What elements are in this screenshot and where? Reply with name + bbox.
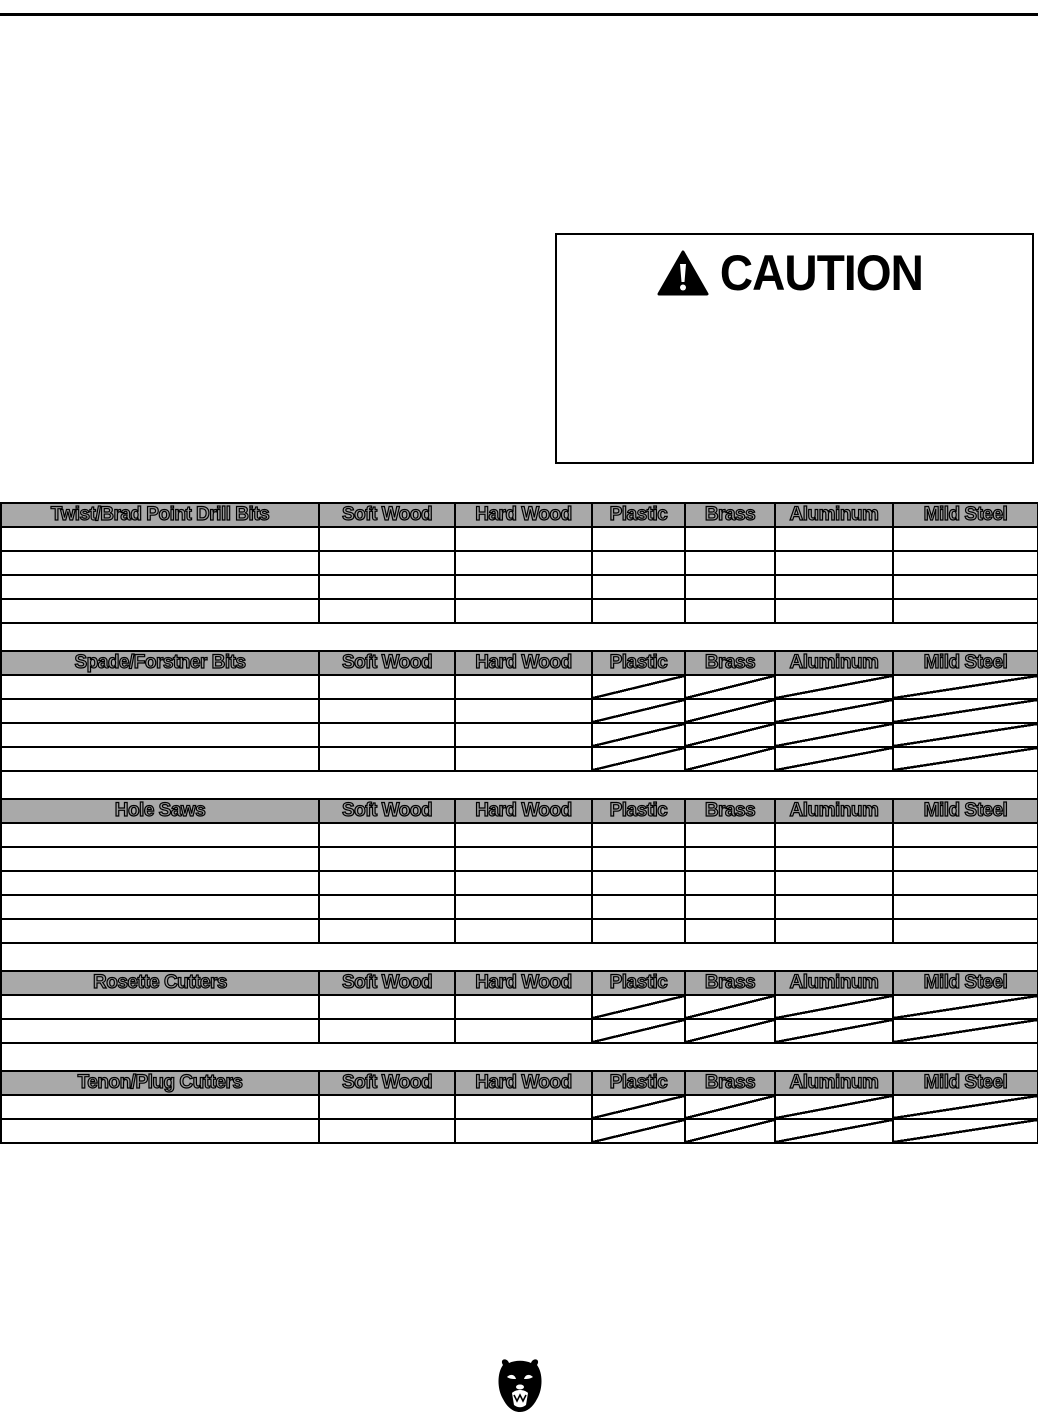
bit-size-cell [1,599,319,623]
not-applicable-cell [775,747,893,771]
section-header-row [1,971,1038,995]
table-row [1,575,1038,599]
column-header: Mild Steel [893,1071,1038,1095]
column-header: Brass [685,971,775,995]
table-row [1,1095,1038,1119]
section-spacer-row [1,623,1038,651]
bit-size-cell [1,1095,319,1119]
speed-cell [592,823,685,847]
not-applicable-cell [893,699,1038,723]
not-applicable-cell [685,699,775,723]
section-title: Hole Saws [1,799,319,823]
column-header: Hard Wood [455,799,592,823]
speed-cell [685,847,775,871]
caution-title: CAUTION [719,245,924,301]
column-header: Hard Wood [455,1071,592,1095]
column-header: Brass [685,1071,775,1095]
table-row [1,823,1038,847]
not-applicable-cell [775,995,893,1019]
speed-cell [893,895,1038,919]
table-row [1,1019,1038,1043]
table-row [1,699,1038,723]
speed-cell [455,747,592,771]
table-row [1,995,1038,1019]
column-header: Hard Wood [455,971,592,995]
column-header: Mild Steel [893,503,1038,527]
speed-cell [455,871,592,895]
speed-cell [592,575,685,599]
not-applicable-cell [592,1095,685,1119]
speed-cell [455,919,592,943]
table-row [1,675,1038,699]
speed-cell [893,599,1038,623]
speed-cell [319,995,455,1019]
bit-size-cell [1,847,319,871]
speed-cell [455,1119,592,1143]
not-applicable-cell [893,747,1038,771]
speed-cell [775,895,893,919]
top-rule [0,13,1038,16]
bit-size-cell [1,723,319,747]
bit-size-cell [1,551,319,575]
speed-cell [455,527,592,551]
speed-cell [319,747,455,771]
not-applicable-cell [592,747,685,771]
spacer-cell [1,771,1038,799]
section-title: Spade/Forstner Bits [1,651,319,675]
bit-size-cell [1,871,319,895]
column-header: Plastic [592,799,685,823]
speed-cell [893,919,1038,943]
speed-cell [775,871,893,895]
caution-header [557,245,1032,301]
speed-cell [319,699,455,723]
speed-cell [775,919,893,943]
table-row [1,527,1038,551]
speed-cell [455,699,592,723]
section-title: Rosette Cutters [1,971,319,995]
not-applicable-cell [592,699,685,723]
speed-cell [893,823,1038,847]
bit-size-cell [1,699,319,723]
speed-cell [455,1019,592,1043]
table-row [1,723,1038,747]
not-applicable-cell [685,995,775,1019]
not-applicable-cell [775,1019,893,1043]
speed-cell [319,723,455,747]
table-row [1,551,1038,575]
column-header: Mild Steel [893,799,1038,823]
bit-size-cell [1,527,319,551]
speed-cell [319,575,455,599]
speed-cell [685,551,775,575]
not-applicable-cell [893,1095,1038,1119]
speed-cell [455,599,592,623]
not-applicable-cell [775,675,893,699]
spacer-cell [1,943,1038,971]
not-applicable-cell [592,1019,685,1043]
section-header-row [1,1071,1038,1095]
column-header: Mild Steel [893,651,1038,675]
speed-cell [319,895,455,919]
speed-cell [775,575,893,599]
speed-cell [319,599,455,623]
column-header: Brass [685,503,775,527]
speed-cell [455,551,592,575]
speed-cell [775,823,893,847]
speed-cell [455,675,592,699]
speed-cell [775,599,893,623]
bit-size-cell [1,675,319,699]
speed-cell [592,527,685,551]
speed-cell [685,599,775,623]
bit-size-cell [1,747,319,771]
speed-cell [319,823,455,847]
table-row [1,1119,1038,1143]
column-header: Brass [685,651,775,675]
section-spacer-row [1,943,1038,971]
speed-cell [319,919,455,943]
speed-cell [775,551,893,575]
column-header: Aluminum [775,799,893,823]
speed-cell [775,527,893,551]
section-spacer-row [1,771,1038,799]
not-applicable-cell [893,675,1038,699]
column-header: Plastic [592,1071,685,1095]
caution-box [555,233,1034,464]
column-header: Mild Steel [893,971,1038,995]
column-header: Aluminum [775,503,893,527]
speed-cell [455,575,592,599]
section-header-row [1,651,1038,675]
table-row [1,599,1038,623]
column-header: Hard Wood [455,503,592,527]
speed-cell [893,575,1038,599]
section-title: Tenon/Plug Cutters [1,1071,319,1095]
bear-logo-icon [495,1357,545,1413]
table-row [1,747,1038,771]
not-applicable-cell [685,747,775,771]
section-header-row [1,503,1038,527]
bit-size-cell [1,919,319,943]
not-applicable-cell [775,699,893,723]
bit-size-cell [1,823,319,847]
speed-cell [592,895,685,919]
speed-cell [455,847,592,871]
column-header: Plastic [592,971,685,995]
not-applicable-cell [685,675,775,699]
column-header: Soft Wood [319,1071,455,1095]
speed-cell [893,871,1038,895]
speed-cell [319,1019,455,1043]
not-applicable-cell [893,723,1038,747]
not-applicable-cell [685,1019,775,1043]
speed-cell [592,551,685,575]
speed-cell [592,847,685,871]
speed-cell [319,551,455,575]
speed-cell [592,871,685,895]
speed-cell [685,895,775,919]
speed-cell [319,871,455,895]
section-header-row [1,799,1038,823]
not-applicable-cell [592,723,685,747]
table-row [1,871,1038,895]
bit-size-cell [1,1019,319,1043]
speed-cell [319,527,455,551]
speed-cell [455,723,592,747]
speed-cell [685,527,775,551]
speed-cell [685,575,775,599]
column-header: Hard Wood [455,651,592,675]
column-header: Plastic [592,651,685,675]
column-header: Aluminum [775,1071,893,1095]
bit-material-chart [0,502,1038,1144]
not-applicable-cell [592,675,685,699]
not-applicable-cell [893,995,1038,1019]
speed-cell [455,823,592,847]
section-spacer-row [1,1043,1038,1071]
speed-cell [775,847,893,871]
column-header: Brass [685,799,775,823]
bit-size-cell [1,1119,319,1143]
bit-size-cell [1,895,319,919]
speed-cell [455,995,592,1019]
speed-cell [592,599,685,623]
speed-cell [319,847,455,871]
spacer-cell [1,1043,1038,1071]
column-header: Soft Wood [319,651,455,675]
speed-cell [685,823,775,847]
not-applicable-cell [685,723,775,747]
column-header: Aluminum [775,971,893,995]
not-applicable-cell [592,995,685,1019]
speed-cell [455,1095,592,1119]
table-row [1,919,1038,943]
speed-cell [893,847,1038,871]
column-header: Soft Wood [319,971,455,995]
spacer-cell [1,623,1038,651]
speed-cell [455,895,592,919]
speed-cell [592,919,685,943]
not-applicable-cell [685,1119,775,1143]
not-applicable-cell [592,1119,685,1143]
not-applicable-cell [893,1019,1038,1043]
column-header: Plastic [592,503,685,527]
speed-cell [685,871,775,895]
speed-cell [893,527,1038,551]
warning-triangle-icon [657,250,709,296]
not-applicable-cell [775,723,893,747]
bit-size-cell [1,995,319,1019]
not-applicable-cell [775,1119,893,1143]
column-header: Soft Wood [319,503,455,527]
not-applicable-cell [685,1095,775,1119]
not-applicable-cell [775,1095,893,1119]
speed-cell [319,675,455,699]
speed-cell [319,1119,455,1143]
table-row [1,847,1038,871]
table-row [1,895,1038,919]
speed-cell [319,1095,455,1119]
speed-cell [685,919,775,943]
column-header: Soft Wood [319,799,455,823]
bit-size-cell [1,575,319,599]
speed-cell [893,551,1038,575]
column-header: Aluminum [775,651,893,675]
section-title: Twist/Brad Point Drill Bits [1,503,319,527]
not-applicable-cell [893,1119,1038,1143]
